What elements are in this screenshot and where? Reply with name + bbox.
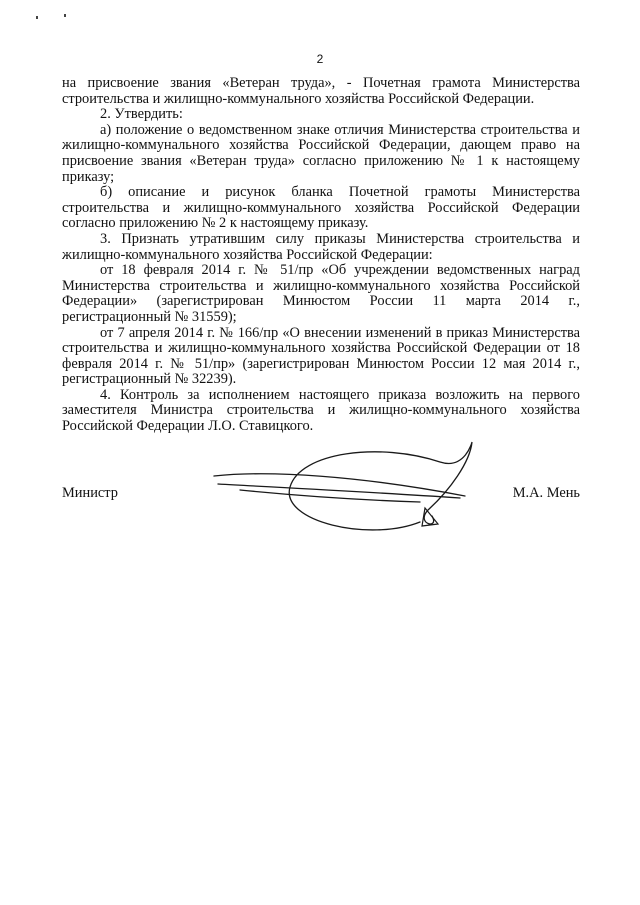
scan-speck [36,16,38,19]
signer-role: Министр [62,485,118,501]
paragraph-item-2b: б) описание и рисунок бланка Почетной грамоты Министерства строительства и жилищно-коммунального хозяйства Российской Федерации согласно приложению № 2 к настоящему приказу. [62,184,580,232]
paragraph-repealed-order-1: от 18 февраля 2014 г. № 51/пр «Об учреждении ведомственных наград Министерства строительства и жилищно-коммунального хозяйства Российской Федерации» (зарегистрирован Минюстом России 11 марта 2014 г., регистрационный № 31559); [62,262,580,325]
page-number: 2 [316,52,324,66]
signature-block [62,485,580,505]
paragraph-item-2a: а) положение о ведомственном знаке отличия Министерства строительства и жилищно-коммунального хозяйства Российской Федерации, дающем право на присвоение звания «Ветеран труда» согласно приложению № 1 к настоящему приказу; [62,121,580,185]
paragraph-continuation: на присвоение звания «Ветеран труда», - Почетная грамота Министерства строительства и жилищно-коммунального хозяйства Российской Федерации. [62,75,580,107]
paragraph-item-3: 3. Признать утратившим силу приказы Министерства строительства и жилищно-коммунального хозяйства Российской Федерации: [62,230,580,263]
scan-speck [64,14,66,17]
paragraph-repealed-order-2: от 7 апреля 2014 г. № 166/пр «О внесении изменений в приказ Министерства строительства и жилищно-коммунального хозяйства Российской Федерации от 18 февраля 2014 г. № 51/пр» (зарегистрирован Минюстом России 12 мая 2014 г., регистрационный № 32239). [62,324,580,388]
signer-name: М.А. Мень [512,485,580,501]
document-body [62,76,580,435]
paragraph-item-4: 4. Контроль за исполнением настоящего приказа возложить на первого заместителя Министра строительства и жилищно-коммунального хозяйства Российской Федерации Л.О. Ставицкого. [62,386,580,435]
paragraph-item-2: 2. Утвердить: [100,106,183,123]
